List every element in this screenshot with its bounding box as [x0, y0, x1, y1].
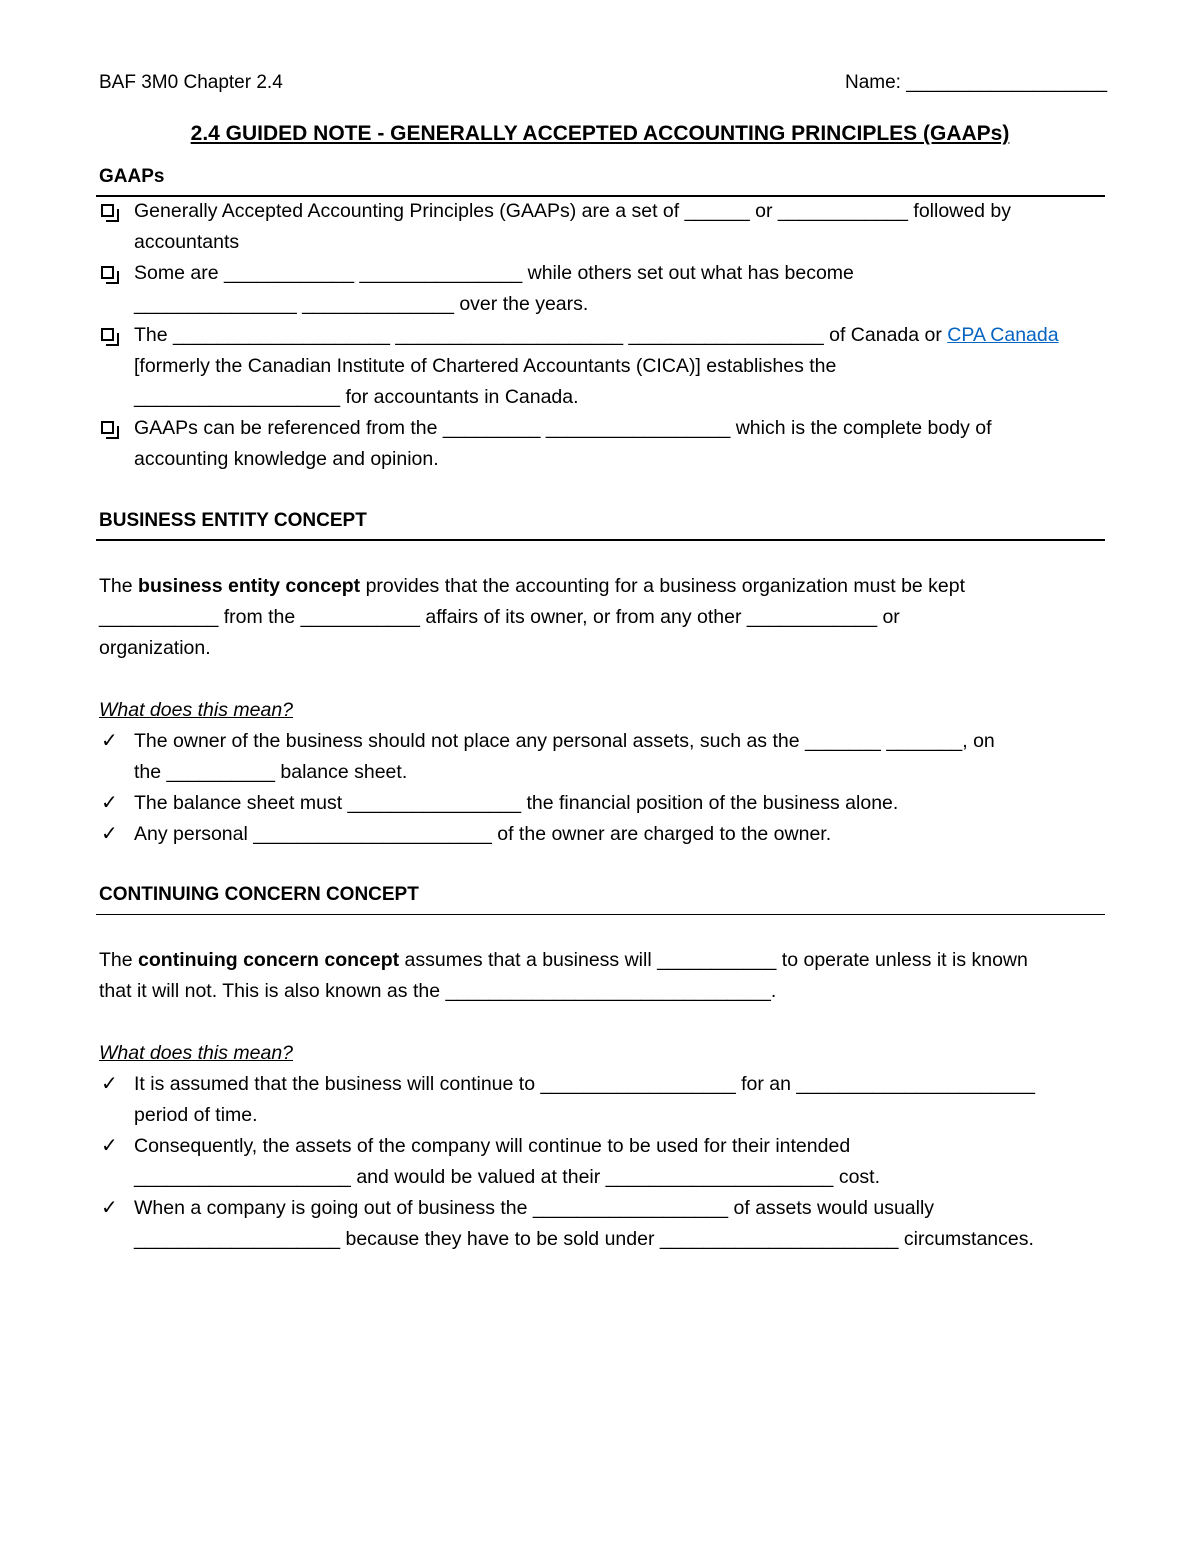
- entity-heading: BUSINESS ENTITY CONCEPT: [99, 510, 367, 531]
- entity-check-1-line-2: the __________ balance sheet.: [134, 761, 408, 783]
- page-title: 2.4 GUIDED NOTE - GENERALLY ACCEPTED ACCOUNTING PRINCIPLES (GAAPs): [190, 122, 1010, 145]
- gaaps-bullet-3-line-1: [134, 323, 1059, 347]
- concern-heading: CONTINUING CONCERN CONCEPT: [99, 884, 419, 905]
- checkmark-icon: ✓: [101, 823, 118, 845]
- section-divider: [96, 195, 1105, 197]
- section-divider: [96, 539, 1105, 541]
- concern-question: What does this mean?: [99, 1042, 294, 1064]
- concern-check-2-line-1: Consequently, the assets of the company will continue to be used for their intended: [134, 1135, 851, 1157]
- checkbox-icon: [101, 266, 114, 279]
- gaaps-bullet-1-line-2: accountants: [134, 231, 240, 253]
- entity-check-1-line-1: The owner of the business should not place any personal assets, such as the _______ _______, on: [134, 730, 995, 752]
- entity-check-3: Any personal ______________________ of the owner are charged to the owner.: [134, 823, 832, 845]
- checkbox-icon: [101, 204, 114, 217]
- concern-check-3-line-2: ___________________ because they have to be sold under ______________________ circumstances.: [134, 1228, 1034, 1250]
- entity-paragraph-line-3: organization.: [99, 637, 211, 659]
- concern-term: continuing concern concept: [138, 949, 400, 971]
- name-field[interactable]: Name: ___________________: [845, 72, 1108, 93]
- concern-paragraph-line-1: [99, 948, 1028, 972]
- concern-text: The: [99, 949, 139, 971]
- checkmark-icon: ✓: [101, 1135, 118, 1157]
- cpa-canada-link[interactable]: CPA Canada: [947, 324, 1059, 346]
- concern-check-1-line-2: period of time.: [134, 1104, 258, 1126]
- gaaps-heading: GAAPs: [99, 166, 165, 187]
- gaaps-bullet-2-line-1: Some are ____________ _______________ while others set out what has become: [134, 262, 854, 284]
- gaaps-bullet-4-line-1: GAAPs can be referenced from the _________ _________________ which is the complete body of: [134, 417, 992, 439]
- concern-paragraph-line-2: that it will not. This is also known as the ______________________________.: [99, 980, 777, 1002]
- entity-text: provides that the accounting for a business organization must be kept: [360, 575, 966, 597]
- gaaps-bullet-2-line-2: _______________ ______________ over the years.: [134, 293, 589, 315]
- gaaps-bullet-4-line-2: accounting knowledge and opinion.: [134, 448, 439, 470]
- checkmark-icon: ✓: [101, 1073, 118, 1095]
- checkmark-icon: ✓: [101, 1197, 118, 1219]
- gaaps-bullet-3-line-2: [formerly the Canadian Institute of Chartered Accountants (CICA)] establishes the: [134, 355, 837, 377]
- concern-check-3-line-1: When a company is going out of business the __________________ of assets would usually: [134, 1197, 935, 1219]
- concern-check-1-line-1: It is assumed that the business will continue to __________________ for an ______________________: [134, 1073, 1035, 1095]
- checkbox-icon: [101, 328, 114, 341]
- entity-question: What does this mean?: [99, 699, 294, 721]
- entity-paragraph-line-2: ___________ from the ___________ affairs of its owner, or from any other ____________ or: [99, 606, 900, 628]
- checkmark-icon: ✓: [101, 730, 118, 752]
- concern-check-2-line-2: ____________________ and would be valued at their _____________________ cost.: [134, 1166, 880, 1188]
- entity-paragraph-line-1: [99, 574, 965, 598]
- gaaps-bullet-3-line-3: ___________________ for accountants in Canada.: [134, 386, 579, 408]
- checkbox-icon: [101, 421, 114, 434]
- checkmark-icon: ✓: [101, 792, 118, 814]
- gaaps-bullet-1-line-1: Generally Accepted Accounting Principles (GAAPs) are a set of ______ or ____________ followed by: [134, 200, 1011, 222]
- gaaps-bullet-3-text: The ____________________ _____________________ __________________ of Canada or: [134, 324, 948, 346]
- section-divider: [96, 914, 1105, 915]
- entity-text: The: [99, 575, 139, 597]
- entity-check-2: The balance sheet must ________________ the financial position of the business alone.: [134, 792, 899, 814]
- entity-term: business entity concept: [138, 575, 361, 597]
- course-label: BAF 3M0 Chapter 2.4: [99, 72, 283, 93]
- concern-text: assumes that a business will ___________ to operate unless it is known: [399, 949, 1028, 971]
